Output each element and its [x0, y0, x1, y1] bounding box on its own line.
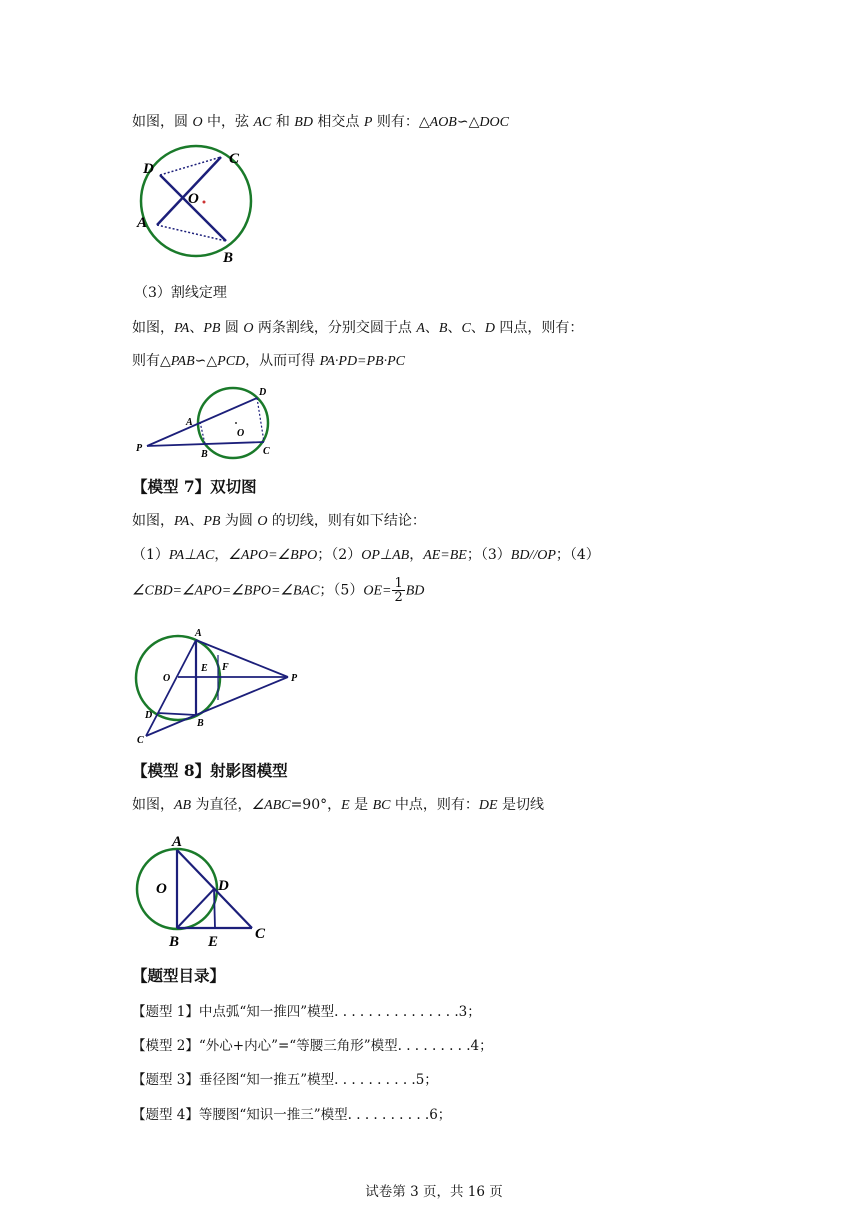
model8-statement: 如图，AB 为直径，∠ABC=90°，E 是 BC 中点，则有：DE 是切线 [132, 797, 545, 813]
secant-line2: 则有△PAB∽△PCD，从而可得 PA·PD=PB·PC [132, 353, 405, 369]
fraction-one-half: $\frac{1}{2}$ [394, 576, 403, 605]
model7-line1: 如图，PA、PB 为圆 O 的切线，则有如下结论： [132, 513, 426, 529]
label-C: C [255, 926, 266, 942]
secant-title: （3）割线定理 [134, 285, 227, 301]
model8-heading: 【模型 8】射影图模型 [132, 761, 288, 780]
secant-line1: 如图，PA、PB 圆 O 两条割线，分别交圆于点 A、B、C、D 四点，则有： [132, 320, 584, 336]
label-B: B [201, 449, 208, 460]
label-D: D [218, 878, 229, 894]
toc-item[interactable]: 【题型 1】中点弧“知一推四”模型. . . . . . . . . . . . . . .3； [132, 1004, 481, 1020]
toc-item[interactable]: 【题型 4】等腰图“知识一推三”模型. . . . . . . . . .6； [132, 1107, 452, 1123]
label-C: C [263, 446, 270, 457]
label-F: F [222, 662, 229, 673]
toc-item[interactable]: 【题型 3】垂径图“知一推五”模型. . . . . . . . . .5； [132, 1072, 438, 1088]
chord-statement: 如图，圆 O 中，弦 AC 和 BD 相交点 P 则有：△AOB∽△DOC [132, 114, 509, 130]
label-E: E [208, 934, 219, 950]
model7-conclusions: （1）PA⊥AC，∠APO=∠BPO；（2）OP⊥AB，AE=BE；（3）BD//OP；（4） [132, 547, 600, 563]
label-E: E [201, 663, 208, 674]
page-footer: 试卷第 3 页，共 16 页 [365, 1184, 503, 1200]
label-D: D [143, 161, 154, 177]
toc-item[interactable]: 【模型 2】“外心+内心”=“等腰三角形”模型. . . . . . . . .4； [132, 1038, 493, 1054]
toc-heading: 【题型目录】 [132, 966, 226, 985]
label-A: A [186, 417, 193, 428]
label-O: O [156, 881, 167, 897]
label-B: B [197, 718, 204, 729]
label-O: O [163, 673, 171, 684]
label-D: D [145, 710, 153, 721]
label-O: O [188, 191, 199, 207]
label-P: P [291, 673, 298, 684]
label-A: A [137, 215, 148, 231]
label-D: D [259, 387, 267, 398]
label-A: A [195, 628, 202, 639]
label-A: A [172, 834, 183, 850]
label-P: P [136, 443, 143, 454]
label-C: C [229, 151, 240, 167]
model7-conclusions-2: ∠CBD=∠APO=∠BPO=∠BAC；（5）OE= $\frac{1}{2}$ BD [132, 576, 425, 605]
label-B: B [169, 934, 180, 950]
label-B: B [223, 250, 234, 266]
model7-heading: 【模型 7】双切图 [132, 477, 257, 496]
label-C: C [137, 735, 144, 746]
label-O: O [237, 428, 245, 439]
